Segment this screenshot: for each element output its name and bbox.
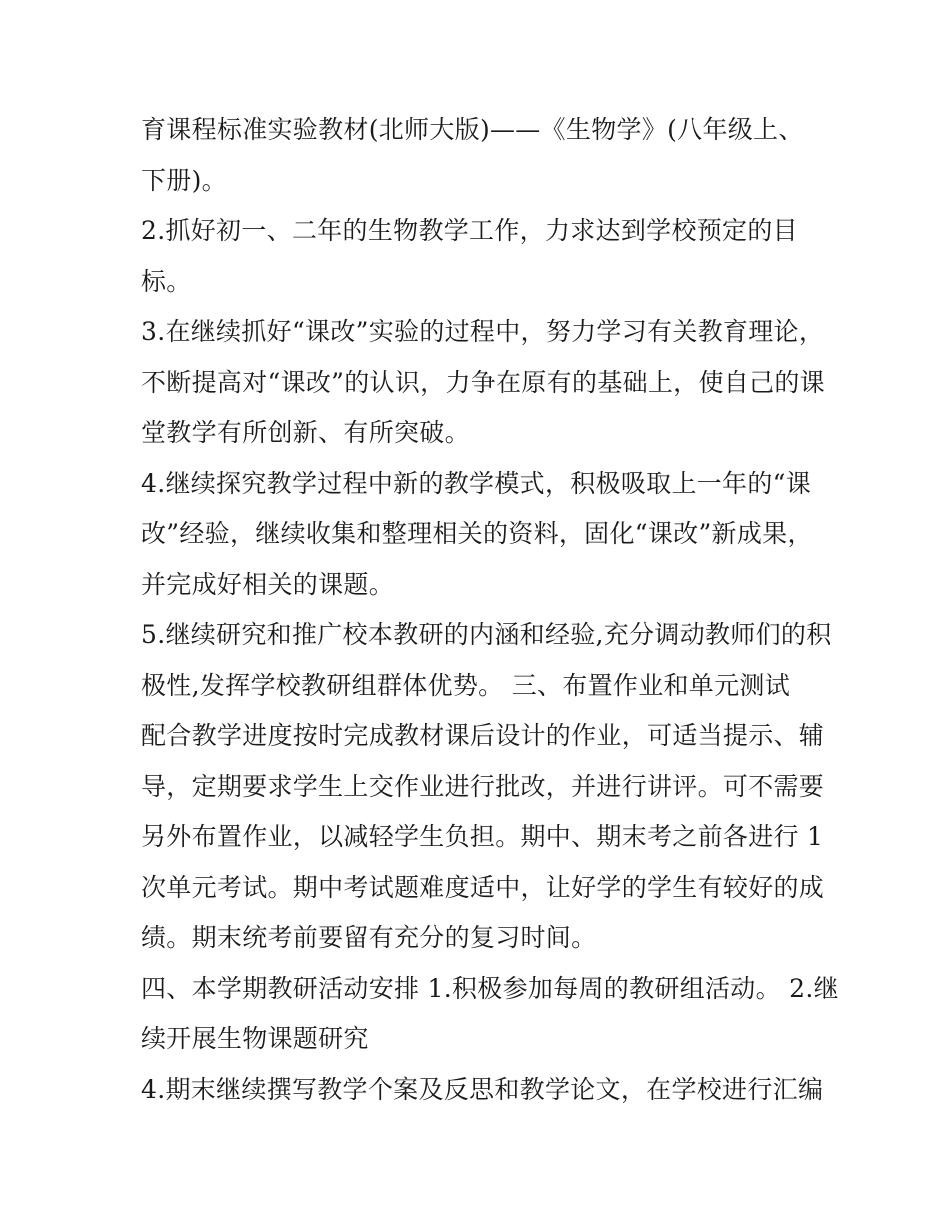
text-line: 下册)。	[141, 166, 227, 195]
text-line: 绩。期末统考前要留有充分的复习时间。	[141, 923, 597, 952]
text-line: 4.继续探究教学过程中新的教学模式，积极吸取上一年的“课	[141, 469, 812, 498]
text-line: 不断提高对“课改”的认识，力争在原有的基础上，使自己的课	[141, 368, 825, 397]
text-line: 极性,发挥学校教研组群体优势。 三、布置作业和单元测试	[141, 671, 790, 700]
text-line: 标。	[141, 267, 192, 296]
text-line: 5.继续研究和推广校本教研的内涵和经验,充分调动教师们的积	[141, 620, 832, 649]
text-line: 次单元考试。期中考试题难度适中，让好学的学生有较好的成	[141, 873, 825, 902]
text-line: 堂教学有所创新、有所突破。	[141, 418, 470, 447]
text-line: 3.在继续抓好“课改”实验的过程中，努力学习有关教育理论，	[141, 317, 825, 346]
text-line: 四、本学期教研活动安排 1.积极参加每周的教研组活动。 2.继	[141, 974, 839, 1003]
text-line: 2.抓好初一、二年的生物教学工作，力求达到学校预定的目	[141, 216, 798, 245]
text-line: 配合教学进度按时完成教材课后设计的作业，可适当提示、辅	[141, 721, 825, 750]
text-line: 育课程标准实验教材(北师大版)——《生物学》(八年级上、	[141, 115, 804, 144]
text-line: 4.期末继续撰写教学个案及反思和教学论文，在学校进行汇编	[141, 1075, 824, 1104]
text-line: 改”经验，继续收集和整理相关的资料，固化“课改”新成果，	[141, 519, 813, 548]
text-line: 另外布置作业，以减轻学生负担。期中、期末考之前各进行 1	[141, 822, 824, 851]
text-line: 导，定期要求学生上交作业进行批改，并进行讲评。可不需要	[141, 772, 825, 801]
text-line: 续开展生物课题研究	[141, 1024, 369, 1053]
text-line: 并完成好相关的课题。	[141, 570, 395, 599]
